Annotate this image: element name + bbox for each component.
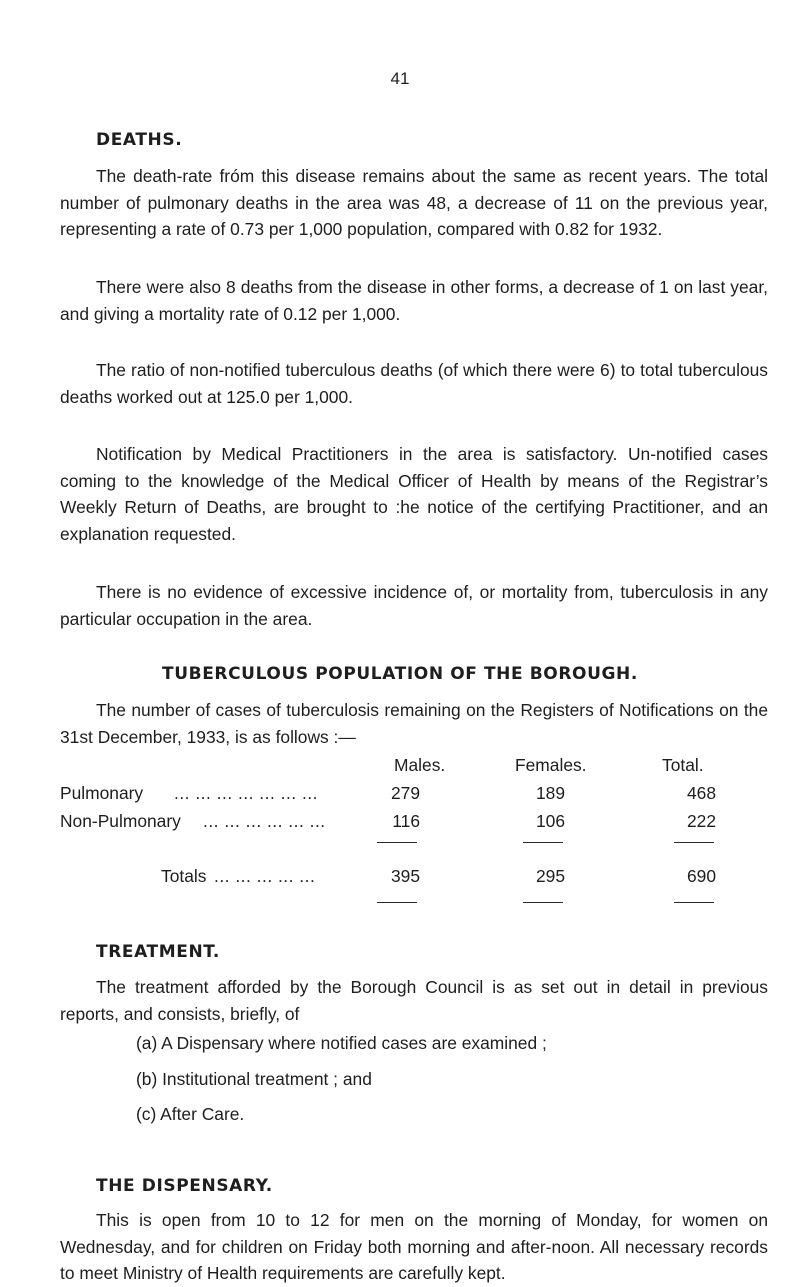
population-intro: The number of cases of tuberculosis remaining on the Registers of Notifications on the 31st December, 1933, is as follows :— — [60, 700, 768, 747]
total-rule-males — [377, 902, 417, 903]
cell-females: 295 — [535, 866, 565, 886]
column-header-males: Males. — [394, 755, 446, 775]
total-rule-total — [674, 902, 714, 903]
leader-dots: ... ... ... ... ... ... ... — [174, 783, 318, 803]
treatment-heading: TREATMENT. — [96, 942, 220, 962]
leader-dots: ... ... ... ... ... ... — [203, 811, 326, 831]
row-label: Non-Pulmonary — [60, 811, 181, 831]
leader-dots: ... ... ... ... ... — [214, 866, 316, 886]
deaths-paragraph-5: There is no evidence of excessive incidence of, or mortality from, tuberculosis in any particular occupation in the area. — [60, 582, 768, 629]
sum-rule-total — [674, 842, 714, 843]
cell-males: 279 — [390, 783, 420, 803]
dispensary-paragraph: This is open from 10 to 12 for men on the morning of Monday, for women on Wednesday, and for children on Friday both morning and after-noon. All necessary records to meet Ministry of Health requirements are carefully kept. — [60, 1210, 768, 1283]
column-header-females: Females. — [515, 755, 587, 775]
sum-rule-males — [377, 842, 417, 843]
table-row — [60, 808, 768, 834]
cell-males: 116 — [392, 811, 420, 831]
treatment-intro: The treatment afforded by the Borough Council is as set out in detail in previous reports, and consists, briefly, of — [60, 977, 768, 1024]
treatment-item-c: (c) After Care. — [136, 1104, 245, 1124]
deaths-paragraph-2: There were also 8 deaths from the disease in other forms, a decrease of 1 on last year, and giving a mortality rate of 0.12 per 1,000. — [60, 277, 768, 324]
column-header-total: Total. — [662, 755, 704, 775]
table-totals-row — [60, 863, 768, 889]
cell-females: 106 — [535, 811, 565, 831]
total-rule-females — [523, 902, 563, 903]
treatment-item-a: (a) A Dispensary where notified cases are examined ; — [136, 1033, 547, 1053]
dispensary-heading: THE DISPENSARY. — [96, 1176, 273, 1196]
cell-total: 222 — [686, 811, 716, 831]
deaths-heading: DEATHS. — [96, 130, 183, 150]
table-row — [60, 780, 768, 806]
cell-females: 189 — [535, 783, 565, 803]
table-header-row — [60, 752, 768, 778]
population-heading: TUBERCULOUS POPULATION OF THE BOROUGH. — [162, 664, 638, 684]
sum-rule-females — [523, 842, 563, 843]
cell-total: 690 — [686, 866, 716, 886]
deaths-paragraph-4: Notification by Medical Practitioners in the area is satisfactory. Un-notified cases coming to the knowledge of the Medical Officer of Health by means of the Registrar’s Weekly Return of Deaths, are brought to :he notice of the certifying Practitioner, and an explanation requested. — [60, 444, 768, 544]
page-number: 41 — [390, 69, 410, 88]
deaths-paragraph-1: The death-rate fróm this disease remains about the same as recent years. The total number of pulmonary deaths in the area was 48, a decrease of 11 on the previous year, representing a rate of 0.73 per 1,000 population, compared with 0.82 for 1932. — [60, 166, 768, 239]
row-label: Pulmonary — [60, 783, 144, 803]
cell-total: 468 — [686, 783, 716, 803]
treatment-item-b: (b) Institutional treatment ; and — [136, 1069, 372, 1089]
cell-males: 395 — [390, 866, 420, 886]
totals-label: Totals — [161, 866, 207, 886]
deaths-paragraph-3: The ratio of non-notified tuberculous deaths (of which there were 6) to total tuberculous deaths worked out at 125.0 per 1,000. — [60, 360, 768, 407]
